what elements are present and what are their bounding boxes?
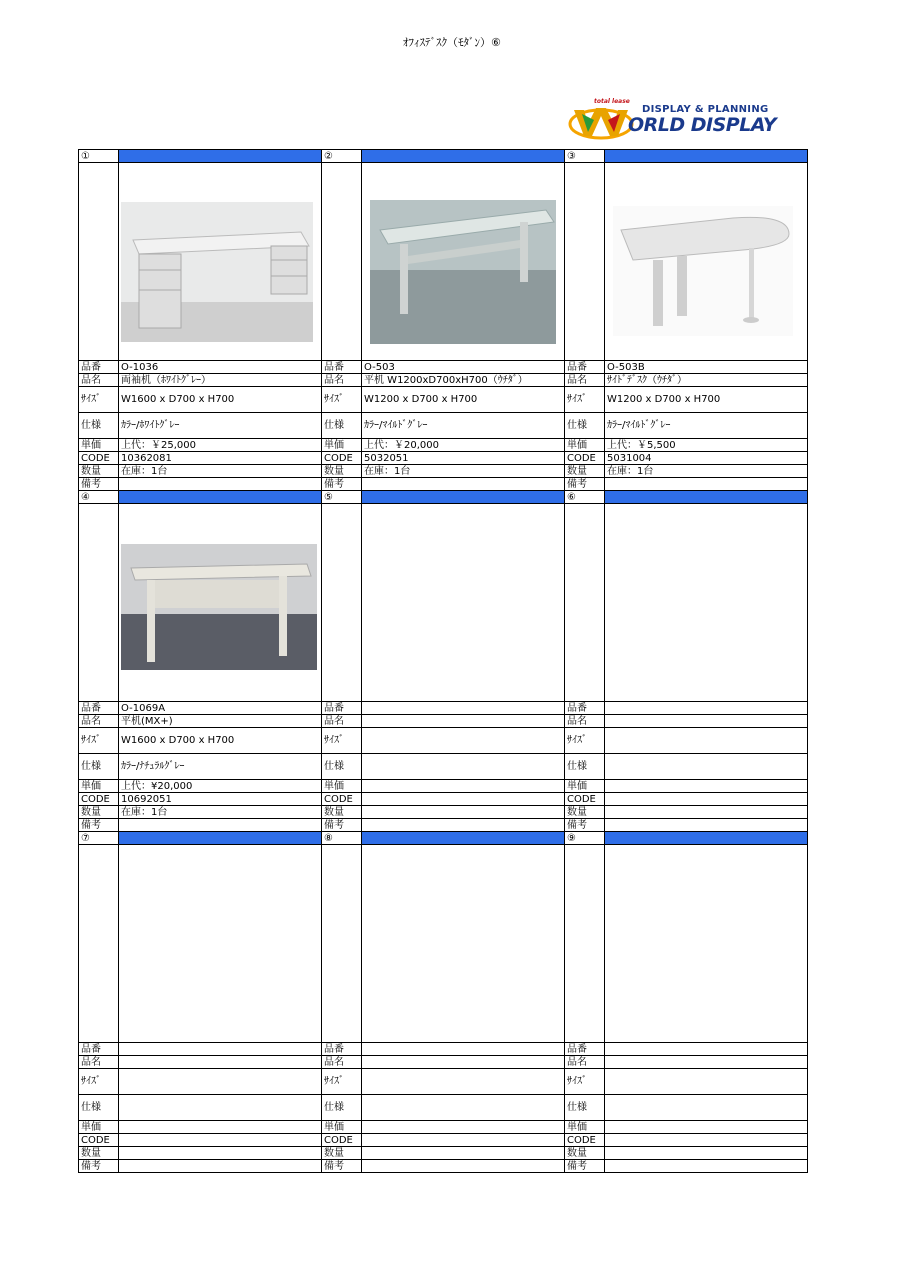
label-note: 備考 — [79, 478, 119, 491]
header-bar — [605, 832, 808, 845]
image-label-cell — [565, 504, 605, 702]
value-note — [119, 1160, 322, 1173]
value-hinban — [605, 702, 808, 715]
value-note — [119, 478, 322, 491]
image-label-cell — [565, 163, 605, 361]
value-qty — [119, 1147, 322, 1160]
value-price: 上代：￥5,500 — [605, 439, 808, 452]
value-price — [119, 1121, 322, 1134]
product-image-cell — [119, 163, 322, 361]
logo-subtitle: DISPLAY & PLANNING — [642, 104, 769, 115]
label-qty: 数量 — [322, 806, 362, 819]
item-number: ⑧ — [322, 832, 362, 845]
value-hinban — [362, 702, 565, 715]
label-size: ｻｲｽﾞ — [322, 387, 362, 413]
value-spec — [362, 754, 565, 780]
product-photo-desk-icon — [121, 544, 317, 670]
image-label-cell — [79, 845, 119, 1043]
label-code: CODE — [322, 793, 362, 806]
label-hinban: 品番 — [322, 702, 362, 715]
label-price: 単価 — [565, 1121, 605, 1134]
header-bar — [605, 150, 808, 163]
label-note: 備考 — [79, 1160, 119, 1173]
value-spec — [605, 754, 808, 780]
header-bar — [119, 491, 322, 504]
label-qty: 数量 — [79, 465, 119, 478]
label-size: ｻｲｽﾞ — [565, 728, 605, 754]
label-qty: 数量 — [79, 806, 119, 819]
label-spec: 仕様 — [322, 754, 362, 780]
item-number: ⑨ — [565, 832, 605, 845]
label-hinban: 品番 — [322, 1043, 362, 1056]
label-hinban: 品番 — [565, 361, 605, 374]
label-qty: 数量 — [565, 1147, 605, 1160]
label-size: ｻｲｽﾞ — [79, 728, 119, 754]
label-price: 単価 — [322, 780, 362, 793]
product-image-cell — [362, 163, 565, 361]
label-qty: 数量 — [79, 1147, 119, 1160]
value-qty — [362, 1147, 565, 1160]
label-size: ｻｲｽﾞ — [565, 1069, 605, 1095]
label-qty: 数量 — [322, 465, 362, 478]
image-label-cell — [79, 504, 119, 702]
value-size: W1200 x D700 x H700 — [605, 387, 808, 413]
item-number: ⑤ — [322, 491, 362, 504]
label-size: ｻｲｽﾞ — [322, 1069, 362, 1095]
value-hinban — [362, 1043, 565, 1056]
value-price — [362, 1121, 565, 1134]
label-note: 備考 — [565, 478, 605, 491]
value-note — [605, 478, 808, 491]
value-price: 上代：¥20,000 — [119, 780, 322, 793]
product-photo-desk-icon — [370, 200, 556, 344]
product-image-cell — [362, 504, 565, 702]
label-spec: 仕様 — [565, 754, 605, 780]
w-logo-icon — [568, 102, 634, 140]
value-hinban: O-503 — [362, 361, 565, 374]
value-qty — [605, 806, 808, 819]
label-hinmei: 品名 — [322, 715, 362, 728]
label-spec: 仕様 — [322, 1095, 362, 1121]
header-bar — [362, 832, 565, 845]
label-spec: 仕様 — [79, 754, 119, 780]
image-label-cell — [79, 163, 119, 361]
label-note: 備考 — [565, 1160, 605, 1173]
value-hinmei — [362, 715, 565, 728]
product-image-cell — [605, 163, 808, 361]
label-price: 単価 — [322, 439, 362, 452]
value-size: W1600 x D700 x H700 — [119, 728, 322, 754]
item-number: ① — [79, 150, 119, 163]
label-code: CODE — [79, 1134, 119, 1147]
logo-tagline: total lease — [594, 98, 630, 105]
label-spec: 仕様 — [79, 1095, 119, 1121]
value-note — [605, 1160, 808, 1173]
label-price: 単価 — [565, 780, 605, 793]
value-hinmei — [605, 1056, 808, 1069]
value-hinban: O-1036 — [119, 361, 322, 374]
label-hinban: 品番 — [79, 702, 119, 715]
label-hinban: 品番 — [565, 1043, 605, 1056]
value-size — [362, 1069, 565, 1095]
value-price — [362, 780, 565, 793]
item-number: ⑥ — [565, 491, 605, 504]
label-note: 備考 — [322, 478, 362, 491]
value-qty: 在庫：1台 — [362, 465, 565, 478]
item-number: ② — [322, 150, 362, 163]
item-number: ④ — [79, 491, 119, 504]
label-code: CODE — [322, 1134, 362, 1147]
value-code: 10692051 — [119, 793, 322, 806]
header-bar — [362, 150, 565, 163]
product-image-cell — [605, 504, 808, 702]
value-code — [605, 793, 808, 806]
value-spec — [605, 1095, 808, 1121]
page-title: ｵﾌｨｽﾃﾞｽｸ（ﾓﾀﾞﾝ）⑥ — [403, 36, 501, 49]
value-code — [362, 1134, 565, 1147]
product-sheet-table — [78, 149, 808, 1173]
value-price — [605, 780, 808, 793]
product-photo-desk-icon — [121, 202, 313, 342]
value-hinmei: 平机 W1200xD700xH700（ｳﾁﾀﾞ） — [362, 374, 565, 387]
value-price: 上代：￥25,000 — [119, 439, 322, 452]
value-size — [605, 1069, 808, 1095]
header-bar — [119, 150, 322, 163]
label-price: 単価 — [79, 1121, 119, 1134]
label-hinmei: 品名 — [79, 715, 119, 728]
label-qty: 数量 — [565, 806, 605, 819]
image-label-cell — [322, 163, 362, 361]
value-hinban — [119, 1043, 322, 1056]
value-hinmei: 両袖机（ﾎﾜｲﾄｸﾞﾚｰ） — [119, 374, 322, 387]
label-code: CODE — [322, 452, 362, 465]
label-note: 備考 — [322, 819, 362, 832]
value-code — [119, 1134, 322, 1147]
label-hinban: 品番 — [79, 361, 119, 374]
value-spec: ｶﾗｰ/ﾅﾁｭﾗﾙｸﾞﾚｰ — [119, 754, 322, 780]
label-price: 単価 — [79, 439, 119, 452]
label-price: 単価 — [322, 1121, 362, 1134]
image-label-cell — [322, 504, 362, 702]
value-note — [362, 819, 565, 832]
label-spec: 仕様 — [565, 413, 605, 439]
item-number: ⑦ — [79, 832, 119, 845]
value-spec: ｶﾗｰ/ﾏｲﾙﾄﾞｸﾞﾚｰ — [362, 413, 565, 439]
label-size: ｻｲｽﾞ — [79, 387, 119, 413]
product-photo-side-desk-icon — [613, 206, 793, 336]
label-hinmei: 品名 — [565, 1056, 605, 1069]
label-hinban: 品番 — [565, 702, 605, 715]
label-spec: 仕様 — [322, 413, 362, 439]
value-size — [119, 1069, 322, 1095]
label-hinmei: 品名 — [322, 1056, 362, 1069]
value-qty — [605, 1147, 808, 1160]
value-size: W1600 x D700 x H700 — [119, 387, 322, 413]
item-number: ③ — [565, 150, 605, 163]
value-hinmei — [119, 1056, 322, 1069]
label-hinmei: 品名 — [565, 715, 605, 728]
value-spec — [119, 1095, 322, 1121]
label-code: CODE — [79, 793, 119, 806]
label-note: 備考 — [565, 819, 605, 832]
value-hinmei — [362, 1056, 565, 1069]
label-hinmei: 品名 — [79, 1056, 119, 1069]
label-code: CODE — [565, 1134, 605, 1147]
value-code: 5031004 — [605, 452, 808, 465]
value-hinmei — [605, 715, 808, 728]
label-hinban: 品番 — [322, 361, 362, 374]
value-code: 10362081 — [119, 452, 322, 465]
value-qty: 在庫：1台 — [605, 465, 808, 478]
header-bar — [119, 832, 322, 845]
value-note — [119, 819, 322, 832]
value-hinban: O-1069A — [119, 702, 322, 715]
value-size — [362, 728, 565, 754]
product-image-cell — [605, 845, 808, 1043]
label-hinmei: 品名 — [565, 374, 605, 387]
product-image-cell — [362, 845, 565, 1043]
label-hinmei: 品名 — [79, 374, 119, 387]
header-bar — [605, 491, 808, 504]
value-price — [605, 1121, 808, 1134]
value-price: 上代：￥20,000 — [362, 439, 565, 452]
value-qty: 在庫：1台 — [119, 465, 322, 478]
world-display-logo — [568, 98, 808, 142]
value-qty: 在庫：1台 — [119, 806, 322, 819]
label-size: ｻｲｽﾞ — [322, 728, 362, 754]
value-spec — [362, 1095, 565, 1121]
label-spec: 仕様 — [565, 1095, 605, 1121]
label-size: ｻｲｽﾞ — [79, 1069, 119, 1095]
label-price: 単価 — [79, 780, 119, 793]
label-spec: 仕様 — [79, 413, 119, 439]
value-hinban — [605, 1043, 808, 1056]
value-note — [362, 478, 565, 491]
label-note: 備考 — [79, 819, 119, 832]
label-qty: 数量 — [565, 465, 605, 478]
value-code: 5032051 — [362, 452, 565, 465]
label-code: CODE — [79, 452, 119, 465]
label-code: CODE — [565, 452, 605, 465]
value-code — [605, 1134, 808, 1147]
value-size — [605, 728, 808, 754]
header-bar — [362, 491, 565, 504]
label-code: CODE — [565, 793, 605, 806]
label-hinmei: 品名 — [322, 374, 362, 387]
value-note — [362, 1160, 565, 1173]
label-hinban: 品番 — [79, 1043, 119, 1056]
label-qty: 数量 — [322, 1147, 362, 1160]
value-size: W1200 x D700 x H700 — [362, 387, 565, 413]
value-hinban: O-503B — [605, 361, 808, 374]
value-qty — [362, 806, 565, 819]
value-spec: ｶﾗｰ/ﾎﾜｲﾄｸﾞﾚｰ — [119, 413, 322, 439]
label-size: ｻｲｽﾞ — [565, 387, 605, 413]
label-price: 単価 — [565, 439, 605, 452]
value-spec: ｶﾗｰ/ﾏｲﾙﾄﾞｸﾞﾚｰ — [605, 413, 808, 439]
value-hinmei: 平机(MX+) — [119, 715, 322, 728]
value-note — [605, 819, 808, 832]
logo-wordmark: ORLD DISPLAY — [628, 114, 777, 136]
product-image-cell — [119, 845, 322, 1043]
value-hinmei: ｻｲﾄﾞﾃﾞｽｸ（ｳﾁﾀﾞ） — [605, 374, 808, 387]
value-code — [362, 793, 565, 806]
image-label-cell — [565, 845, 605, 1043]
product-image-cell — [119, 504, 322, 702]
image-label-cell — [322, 845, 362, 1043]
label-note: 備考 — [322, 1160, 362, 1173]
